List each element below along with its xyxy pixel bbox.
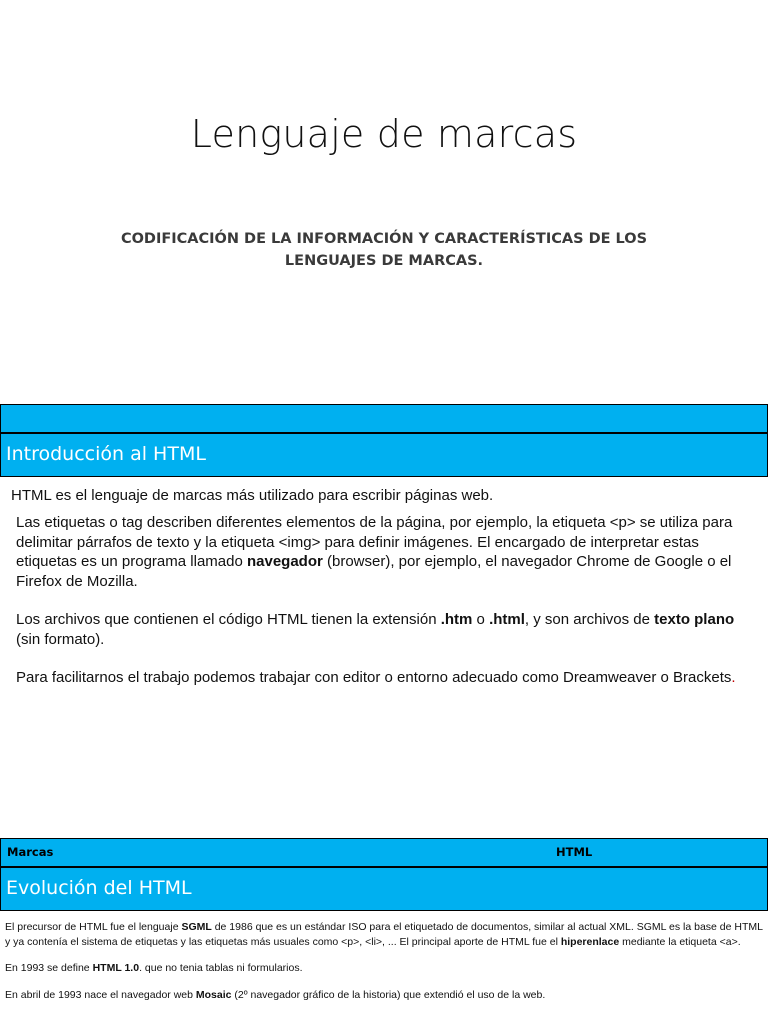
slide-title bbox=[0, 0, 768, 400]
text-run: En abril de 1993 nace el navegador web bbox=[5, 988, 196, 1001]
text-run: (sin formato). bbox=[16, 630, 105, 648]
bold-run: SGML bbox=[181, 921, 212, 933]
text-run: o bbox=[472, 611, 490, 628]
paragraph-html1 bbox=[5, 961, 763, 976]
intro-body bbox=[16, 513, 756, 707]
bold-run: Mosaic bbox=[195, 988, 232, 1001]
text-run: Los archivos que contienen el código HTML tienen la extensión bbox=[16, 611, 441, 628]
band-label-marcas: Marcas bbox=[7, 845, 54, 859]
text-run: El precursor de HTML fue el lenguaje bbox=[5, 921, 182, 933]
text-run: . que no tenia tablas ni formularios. bbox=[139, 962, 303, 974]
subtitle-line-2: LENGUAJES DE MARCAS. bbox=[284, 253, 484, 269]
slide-subtitle bbox=[84, 228, 684, 272]
text-run: mediante la etiqueta <a>. bbox=[619, 935, 741, 948]
text-run: de 1986 que es un estándar ISO para el etiquetado de documentos, similar al actual XML. SGML es la base de HTML y ya contenía el sistema de etiquetas y las etiquetas más usuales como <p>, <li>, ... El principal aporte de HTML fue el bbox=[5, 921, 763, 948]
evolution-body bbox=[5, 920, 763, 1014]
paragraph-editor bbox=[16, 668, 756, 688]
bold-run: texto plano bbox=[654, 611, 735, 628]
text-run: En 1993 se define bbox=[5, 962, 93, 974]
header-band-1 bbox=[0, 404, 768, 433]
red-period: . bbox=[731, 669, 736, 686]
section-heading-evolution: Evolución del HTML bbox=[6, 877, 192, 899]
section-heading-intro: Introducción al HTML bbox=[6, 443, 206, 465]
paragraph-sgml bbox=[5, 920, 763, 949]
text-run: Para facilitarnos el trabajo podemos trabajar con editor o entorno adecuado como Dreamweaver o Brackets bbox=[16, 669, 732, 686]
text-run: (2º navegador gráfico de la historia) que extendió el uso de la web. bbox=[231, 988, 546, 1001]
bold-run: hiperenlace bbox=[560, 935, 620, 948]
text-run: (browser), por ejemplo, el navegador Chrome de Google o el Firefox de Mozilla. bbox=[16, 553, 732, 590]
bold-run: HTML 1.0 bbox=[92, 962, 140, 974]
paragraph-tags bbox=[16, 513, 756, 591]
bold-run: .html bbox=[489, 611, 525, 628]
section-heading-band-1 bbox=[0, 433, 768, 477]
paragraph-extension bbox=[16, 610, 756, 649]
intro-text: HTML es el lenguaje de marcas más utilizado para escribir páginas web. bbox=[11, 487, 494, 504]
paragraph-mosaic bbox=[5, 988, 763, 1003]
slide-title-heading: Lenguaje de marcas bbox=[190, 112, 578, 156]
section-heading-band-2 bbox=[0, 867, 768, 911]
subtitle-line-1: CODIFICACIÓN DE LA INFORMACIÓN Y CARACTERÍSTICAS DE LOS bbox=[120, 231, 648, 247]
text-run: , y son archivos de bbox=[524, 611, 655, 628]
text-run: Las etiquetas o tag describen diferentes elementos de la página, por ejemplo, la etiqueta <p> se utiliza para delimitar párrafos de texto y la etiqueta <img> para definir imágenes. El encargado de interpretar estas etiquetas es un programa llamado bbox=[16, 514, 733, 570]
bold-run: .htm bbox=[440, 611, 473, 628]
bold-run: navegador bbox=[246, 553, 323, 570]
header-band-2 bbox=[0, 838, 768, 867]
band-label-html: HTML bbox=[556, 845, 593, 859]
